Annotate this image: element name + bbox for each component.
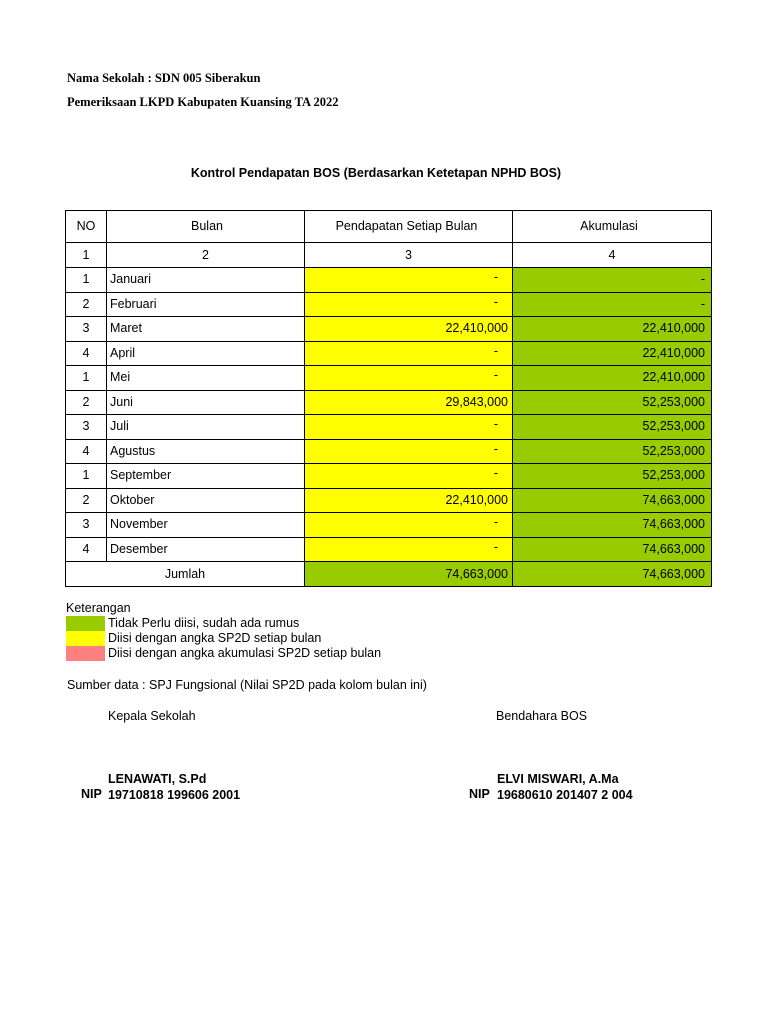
row-accumulation: 74,663,000 <box>513 537 712 562</box>
row-number: 4 <box>66 341 107 366</box>
legend-text: Diisi dengan angka akumulasi SP2D setiap bulan <box>108 646 382 660</box>
row-month: Oktober <box>107 488 305 513</box>
row-number: 2 <box>66 390 107 415</box>
row-month: November <box>107 513 305 538</box>
legend-item <box>66 646 381 661</box>
row-monthly-income: 29,843,000 <box>305 390 513 415</box>
table-header-row <box>66 211 712 243</box>
legend <box>66 601 381 661</box>
row-month: Mei <box>107 366 305 391</box>
column-number: 3 <box>305 243 513 268</box>
row-number: 3 <box>66 317 107 342</box>
legend-item <box>66 616 381 631</box>
row-accumulation: 22,410,000 <box>513 366 712 391</box>
treasurer-nip: 19680610 201407 2 004 <box>497 788 633 802</box>
row-accumulation: 74,663,000 <box>513 513 712 538</box>
table-row <box>66 439 712 464</box>
treasurer-title: Bendahara BOS <box>496 709 588 723</box>
table-row <box>66 292 712 317</box>
row-month: Juni <box>107 390 305 415</box>
row-number: 2 <box>66 488 107 513</box>
row-monthly-income: 22,410,000 <box>305 317 513 342</box>
row-number: 3 <box>66 415 107 440</box>
row-month: Februari <box>107 292 305 317</box>
table-row <box>66 390 712 415</box>
row-accumulation: 22,410,000 <box>513 317 712 342</box>
row-accumulation: 52,253,000 <box>513 464 712 489</box>
row-monthly-income: - <box>305 537 513 562</box>
header-accumulation: Akumulasi <box>513 211 712 243</box>
row-accumulation: 52,253,000 <box>513 390 712 415</box>
row-month: Agustus <box>107 439 305 464</box>
row-monthly-income: - <box>305 341 513 366</box>
row-number: 1 <box>66 268 107 293</box>
row-month: September <box>107 464 305 489</box>
table-row <box>66 366 712 391</box>
legend-text: Tidak Perlu diisi, sudah ada rumus <box>108 616 300 630</box>
row-month: Januari <box>107 268 305 293</box>
total-income: 74,663,000 <box>305 562 513 587</box>
legend-swatch-yellow <box>66 631 105 646</box>
row-number: 1 <box>66 464 107 489</box>
column-number-row <box>66 243 712 268</box>
treasurer-nip-label: NIP <box>469 787 490 801</box>
row-accumulation: 52,253,000 <box>513 415 712 440</box>
total-row <box>66 562 712 587</box>
table-row <box>66 415 712 440</box>
principal-title: Kepala Sekolah <box>108 709 196 723</box>
column-number: 4 <box>513 243 712 268</box>
row-monthly-income: 22,410,000 <box>305 488 513 513</box>
table-row <box>66 268 712 293</box>
school-name-line: Nama Sekolah : SDN 005 Siberakun <box>67 71 261 85</box>
row-monthly-income: - <box>305 415 513 440</box>
header-no: NO <box>66 211 107 243</box>
header-month: Bulan <box>107 211 305 243</box>
legend-swatch-green <box>66 616 105 631</box>
data-source-note: Sumber data : SPJ Fungsional (Nilai SP2D pada kolom bulan ini) <box>67 678 427 692</box>
row-number: 3 <box>66 513 107 538</box>
row-accumulation: 22,410,000 <box>513 341 712 366</box>
row-accumulation: - <box>513 292 712 317</box>
table-row <box>66 317 712 342</box>
header-monthly-income: Pendapatan Setiap Bulan <box>305 211 513 243</box>
row-number: 2 <box>66 292 107 317</box>
row-monthly-income: - <box>305 513 513 538</box>
revenue-control-table <box>65 210 712 587</box>
row-monthly-income: - <box>305 292 513 317</box>
row-number: 1 <box>66 366 107 391</box>
legend-item <box>66 631 381 646</box>
document-title: Kontrol Pendapatan BOS (Berdasarkan Ketetapan NPHD BOS) <box>190 166 562 180</box>
total-label: Jumlah <box>66 562 305 587</box>
treasurer-name: ELVI MISWARI, A.Ma <box>497 772 619 786</box>
row-monthly-income: - <box>305 268 513 293</box>
table-row <box>66 513 712 538</box>
row-month: Juli <box>107 415 305 440</box>
row-monthly-income: - <box>305 464 513 489</box>
column-number: 2 <box>107 243 305 268</box>
row-accumulation: 74,663,000 <box>513 488 712 513</box>
row-monthly-income: - <box>305 439 513 464</box>
table-row <box>66 488 712 513</box>
row-monthly-income: - <box>305 366 513 391</box>
row-month: Desember <box>107 537 305 562</box>
total-accumulation: 74,663,000 <box>513 562 712 587</box>
legend-swatch-red <box>66 646 105 661</box>
principal-name: LENAWATI, S.Pd <box>108 772 207 786</box>
row-number: 4 <box>66 537 107 562</box>
principal-nip-label: NIP <box>81 787 102 801</box>
examination-line: Pemeriksaan LKPD Kabupaten Kuansing TA 2022 <box>67 95 339 109</box>
principal-nip: 19710818 199606 2001 <box>108 788 241 802</box>
legend-title: Keterangan <box>66 601 131 615</box>
row-accumulation: - <box>513 268 712 293</box>
table-row <box>66 341 712 366</box>
row-number: 4 <box>66 439 107 464</box>
row-month: Maret <box>107 317 305 342</box>
row-month: April <box>107 341 305 366</box>
row-accumulation: 52,253,000 <box>513 439 712 464</box>
table-row <box>66 464 712 489</box>
table-row <box>66 537 712 562</box>
column-number: 1 <box>66 243 107 268</box>
legend-text: Diisi dengan angka SP2D setiap bulan <box>108 631 322 645</box>
